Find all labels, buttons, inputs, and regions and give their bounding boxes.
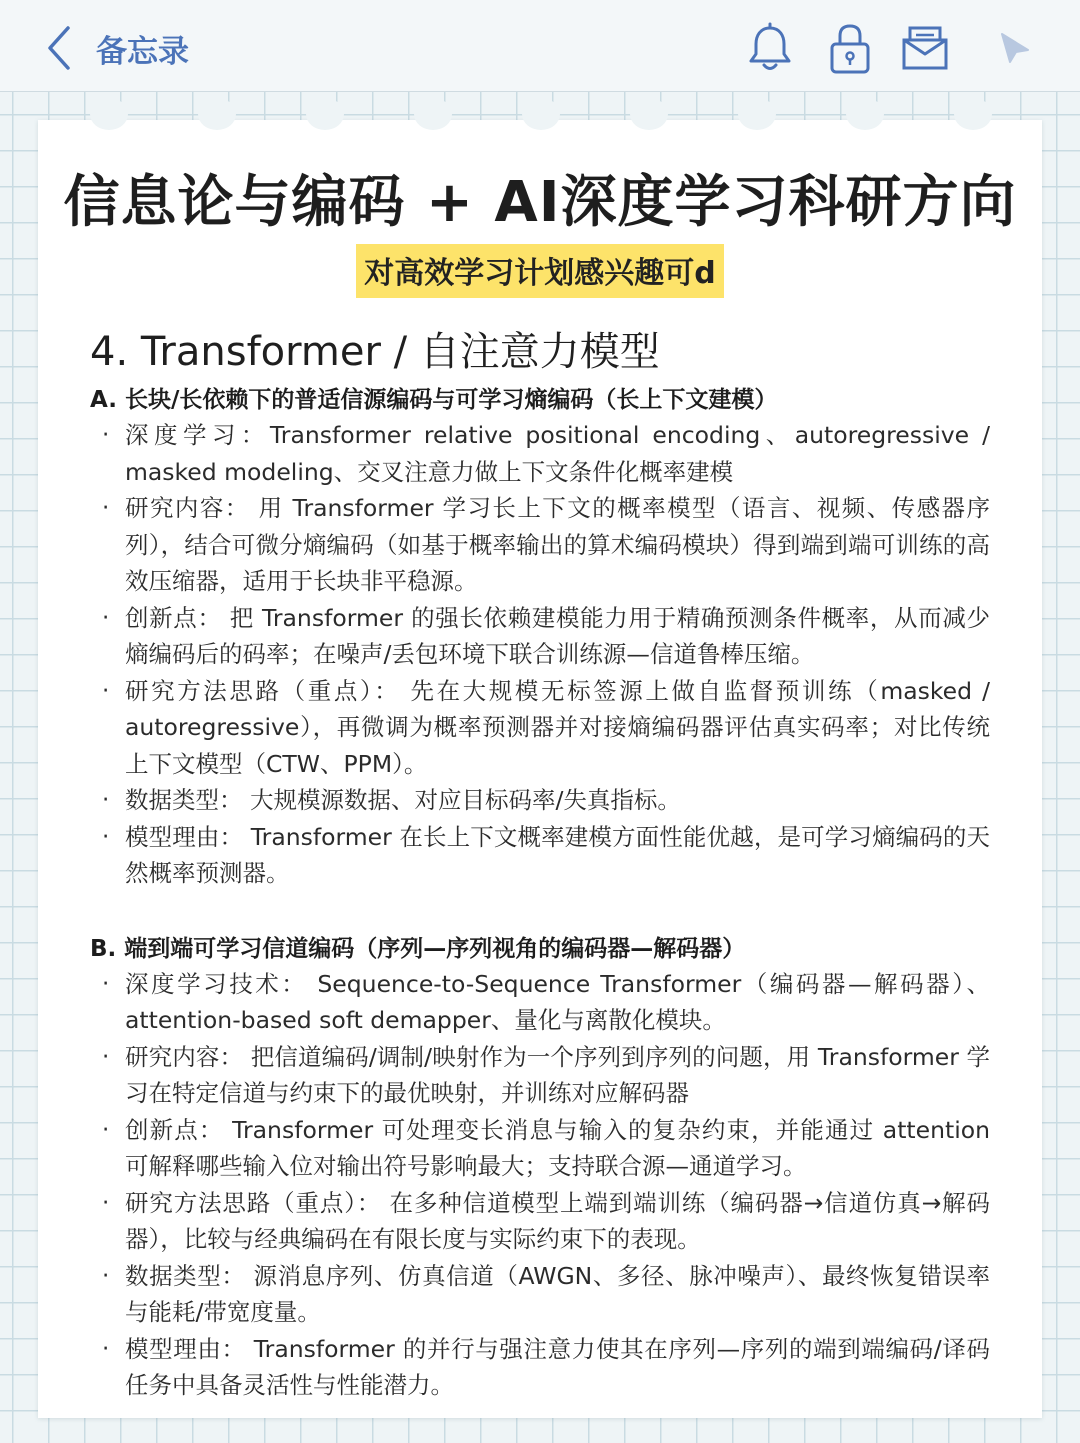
- bell-icon[interactable]: [746, 22, 794, 74]
- list-item: · 研究方法思路（重点）： 在多种信道模型上端到端训练（编码器→信道仿真→解码器），比较与经典编码在有限长度与实际约束下的表现。: [102, 1188, 990, 1253]
- list-item: · 创新点： 把 Transformer 的强长依赖建模能力用于精确预测条件概率，从而减少熵编码后的码率；在噪声/丢包环境下联合训练源—信道鲁棒压缩。: [102, 603, 990, 668]
- binder-hole: [198, 98, 236, 130]
- binder-hole: [954, 98, 992, 130]
- binder-hole: [414, 98, 452, 130]
- list-item: · 研究方法思路（重点）： 先在大规模无标签源上做自监督预训练（masked / autoregressive），再微调为概率预测器并对接熵编码器评估真实码率；对比传统上下文模型（CTW、PPM）。: [102, 676, 990, 778]
- list-item: · 模型理由： Transformer 在长上下文概率建模方面性能优越，是可学习熵编码的天然概率预测器。: [102, 822, 990, 887]
- list-item: · 深度学习：Transformer relative positional encoding、autoregressive / masked modeling、交叉注意力做上下文条件化概率建模: [102, 421, 990, 486]
- binder-hole: [738, 98, 776, 130]
- note-title: 信息论与编码 + AI深度学习科研方向: [63, 170, 1017, 235]
- lock-icon[interactable]: [826, 22, 874, 74]
- binder-hole: [846, 98, 884, 130]
- list-item: · 数据类型： 源消息序列、仿真信道（AWGN、多径、脉冲噪声）、最终恢复错误率与能耗/带宽度量。: [102, 1261, 990, 1326]
- back-label[interactable]: 备忘录: [96, 34, 189, 70]
- section-title: 4. Transformer / 自注意力模型: [90, 329, 660, 375]
- part-b-heading: B. 端到端可学习信道编码（序列—序列视角的编码器—解码器）: [90, 935, 746, 962]
- part-a-heading: A. 长块/长依赖下的普适信源编码与可学习熵编码（长上下文建模）: [90, 387, 778, 413]
- note-paper: [38, 120, 1042, 1418]
- binder-hole: [90, 98, 128, 130]
- binder-holes: [38, 98, 1042, 130]
- subtitle-wrap: [38, 244, 1042, 298]
- binder-hole: [306, 98, 344, 130]
- list-item: · 研究内容： 把信道编码/调制/映射作为一个序列到序列的问题，用 Transformer 学习在特定信道与约束下的最优映射，并训练对应解码器: [102, 1042, 990, 1107]
- list-item: · 研究内容： 用 Transformer 学习长上下文的概率模型（语言、视频、传感器序列），结合可微分熵编码（如基于概率输出的算术编码模块）得到端到端可训练的高效压缩器，适用于长块非平稳源。: [102, 494, 990, 595]
- list-item: · 创新点： Transformer 可处理变长消息与输入的复杂约束，并能通过 attention 可解释哪些输入位对输出符号影响最大；支持联合源—通道学习。: [102, 1115, 990, 1180]
- binder-hole: [630, 98, 668, 130]
- highlighted-subtitle: 对高效学习计划感兴趣可d: [356, 244, 723, 298]
- list-item: · 数据类型： 大规模源数据、对应目标码率/失真指标。: [102, 786, 681, 814]
- part-a-list: [90, 417, 990, 892]
- part-b-list: [90, 966, 990, 1404]
- note-content: [90, 320, 990, 1404]
- back-button[interactable]: [40, 24, 84, 72]
- back-chevron-icon: [40, 24, 84, 72]
- send-icon[interactable]: [996, 22, 1044, 74]
- top-bar: [0, 0, 1080, 92]
- binder-hole: [522, 98, 560, 130]
- list-item: · 模型理由： Transformer 的并行与强注意力使其在序列—序列的端到端编码/译码任务中具备灵活性与性能潜力。: [102, 1334, 990, 1399]
- mail-icon[interactable]: [900, 22, 948, 74]
- list-item: · 深度学习技术： Sequence-to-Sequence Transformer（编码器—解码器）、attention-based soft demapper、量化与离散化模块。: [102, 969, 990, 1034]
